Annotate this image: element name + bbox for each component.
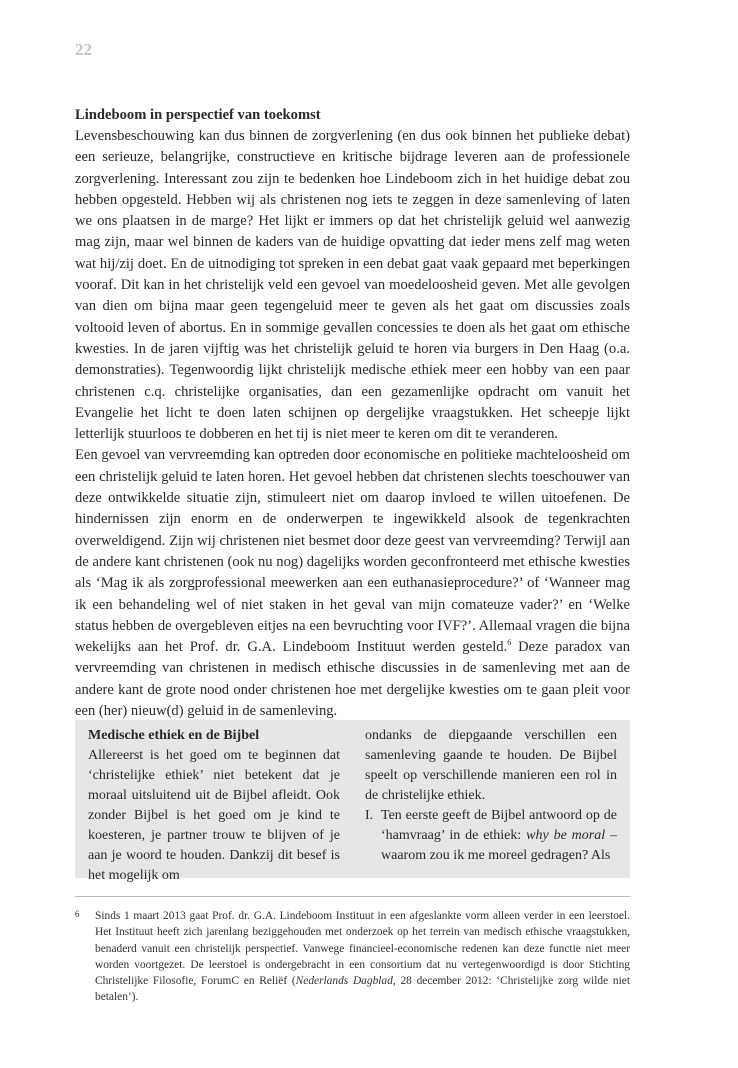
box-right-column — [365, 726, 617, 866]
footnote-source-title: Nederlands Dagblad — [295, 975, 393, 988]
footnote-reference: 6 — [507, 638, 512, 648]
footnote-text — [95, 908, 630, 1006]
page-number: 22 — [75, 40, 92, 59]
paragraph-2 — [75, 445, 630, 722]
box-item-text-b: – waarom zou ik me moreel gedragen? Als — [381, 828, 618, 863]
paragraph-2-text: Een gevoel van vervreemding kan optreden door economische en politieke machteloosheid om een christelijk geluid te laten horen. Het gevoel hebben dat christenen slechts toeschouwer van deze ontwikkelde situatie zijn, stimuleert niet om daarop invloed te willen uitoefenen. De hindernissen zijn enorm en de onderwerpen te ingewikkeld alsook de tegenkrachten overweldigend. Zijn wij christenen niet besmet door deze geest van vervreemding? Terwijl aan de andere kant christenen (ook nu nog) dagelijks worden geconfronteerd met ethische kwesties als ‘Mag ik als zorgprofessional meewerken aan een euthanasieprocedure?’ of ‘Wanneer mag ik een behandeling wel of niet staken in het geval van mijn comateuze vader?’ en ‘Welke status hebben de overgebleven eitjes na een bevruchting voor IVF?’. Allemaal vragen die bijna wekelijks aan het Prof. dr. G.A. Lindeboom Instituut werden gesteld. — [75, 447, 630, 656]
footnote — [75, 908, 630, 1006]
box-heading: Medische ethiek en de Bijbel — [88, 728, 260, 743]
footnote-text-a: Sinds 1 maart 2013 gaat Prof. dr. G.A. Lindeboom Instituut in een afgeslankte vorm alleen verder in een leerstoel. Het Instituut heeft zich jarenlang beziggehouden met onderzoek op het terrein van medisch ethische vraagstukken, benaderd vanuit een christelijk perspectief. Vanwege financieel-economische redenen kan deze functie niet meer worden voortgezet. De leerstoel is ondergebracht in een consortium dat nu vertegenwoordigd is door Stichting Christelijke Filosofie, ForumC en Reliëf ( — [95, 910, 630, 988]
footnote-text-b: , 28 december 2012: ‘Christelijke zorg wilde niet betalen’). — [95, 975, 630, 1004]
main-section — [75, 104, 630, 722]
box-right-text: ondanks de diepgaande verschillen een samenleving gaande te houden. De Bijbel speelt op verschillende manieren een rol in de christelijke ethiek. — [365, 728, 617, 803]
box-left-text: Allereerst is het goed om te beginnen dat ‘christelijke ethiek’ niet betekent dat je moraal uitsluitend uit de Bijbel afleidt. Ook zonder Bijbel is het goed om je kind te koesteren, je partner trouw te blijven of je aan je woord te houden. Dankzij dit besef is het mogelijk om — [88, 748, 340, 883]
footnote-number: 6 — [75, 909, 80, 919]
box-item-emphasis: why be moral — [526, 828, 606, 843]
section-heading: Lindeboom in perspectief van toekomst — [75, 107, 321, 123]
sidebar-box — [75, 720, 630, 883]
paragraph-1: Levensbeschouwing kan dus binnen de zorgverlening (en dus ook binnen het publieke debat) een serieuze, belangrijke, constructieve en kritische bijdrage leveren aan de professionele zorgverlening. Interessant zou zijn te bedenken hoe Lindeboom zich in het huidige debat zou hebben opgesteld. Hebben wij als christenen nog iets te zeggen in deze samenleving of laten we ons plaatsen in de marge? Het lijkt er immers op dat het christelijk geluid wel aanwezig mag zijn, maar wel binnen de kaders van de huidige opvatting dat ieder mens zelf mag weten wat hij/zij doet. En de uitnodiging tot spreken in een debat gaat vaak gepaard met beperkingen vooraf. Dit kan in het christelijk veld een gevoel van moedeloosheid geven. Met alle gevolgen van dien om bijna maar geen tegengeluid meer te geven als het gaat om discussies zoals voltooid leven of abortus. En in sommige gevallen concessies te doen als het gaat om ethische kwesties. In de jaren vijftig was het christelijk geluid te horen via burgers in Den Haag (o.a. demonstraties). Tegenwoordig lijkt christelijk medische ethiek meer een hobby van een paar christenen c.q. christelijke organisaties, dan een gezamenlijke opdracht om vanuit het Evangelie het licht te doen laten schijnen op dergelijke vraagstukken. Het scheepje lijkt letterlijk stuurloos te dobberen en het tij is niet meer te keren om dit te veranderen. — [75, 128, 630, 443]
paragraph-2-continuation: Deze paradox van vervreemding van christenen in medisch ethische discussies in de samenleving met aan de andere kant de grote nood onder christenen hoe met dergelijke kwesties om te gaan pleit voor een (her) nieuw(d) geluid in de samenleving. — [75, 639, 630, 720]
box-item-text-a: Ten eerste geeft de Bijbel antwoord op de ‘hamvraag’ in de ethiek: — [381, 808, 617, 843]
footnote-divider — [75, 896, 630, 897]
box-item-number: I. — [365, 808, 374, 823]
box-left-column — [88, 726, 340, 886]
box-item-text — [381, 806, 617, 866]
box-enumerated-item — [365, 806, 617, 866]
